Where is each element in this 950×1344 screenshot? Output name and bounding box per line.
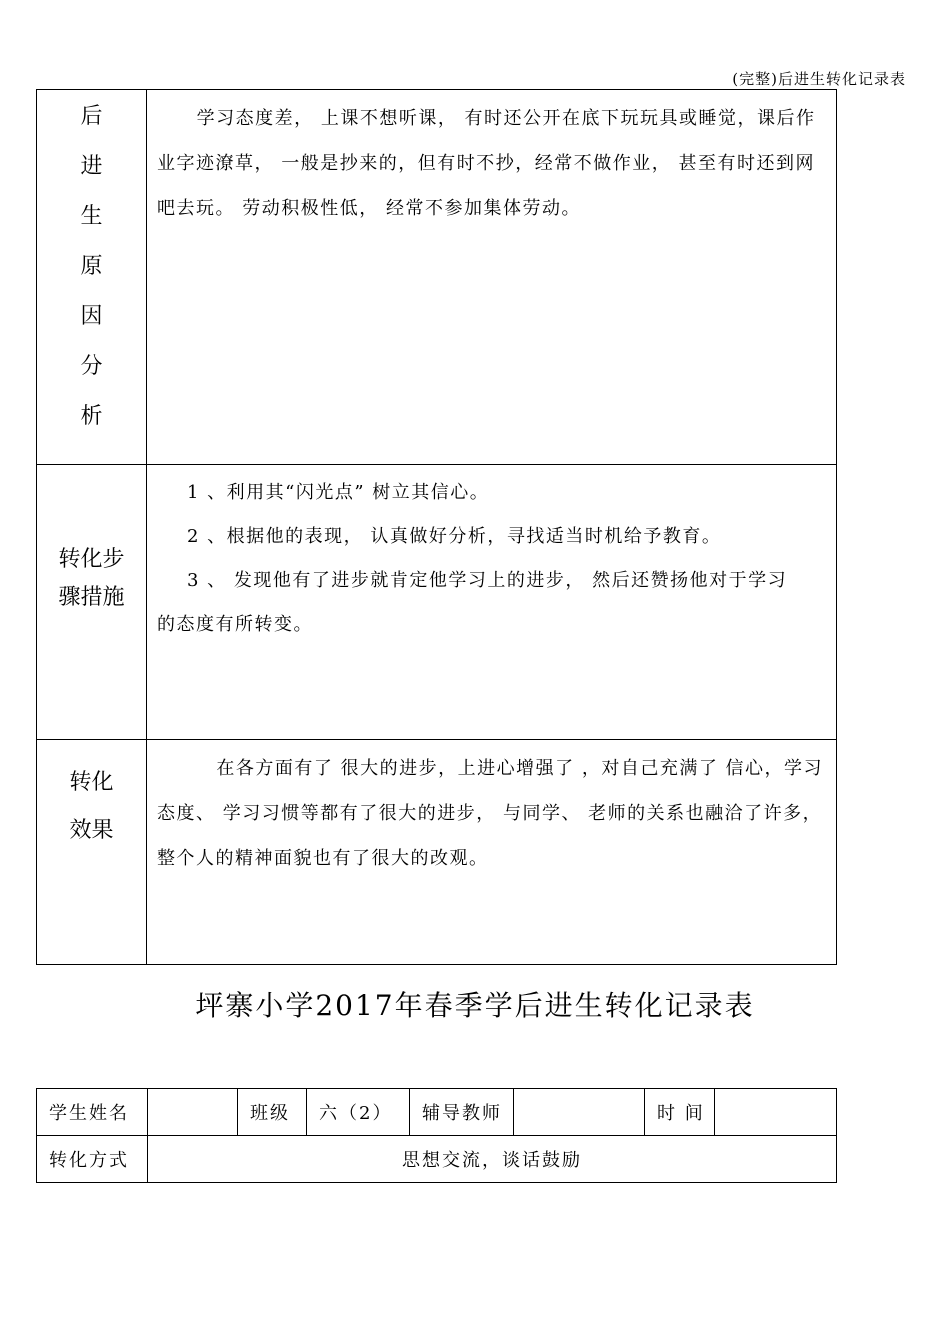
cause-label-char: 析 xyxy=(80,404,103,429)
record-table xyxy=(36,89,837,965)
steps-label-line: 骤措施 xyxy=(58,585,125,610)
effect-label-line: 转化 xyxy=(69,770,114,795)
effect-text: 在各方面有了 很大的进步，上进心增强了 ，对自己充满了 信心，学习态度、 学习习惯等都有了很大的进步， 与同学、 老师的关系也融洽了许多，整个人的精神面貌也有了很大的改观。 xyxy=(157,758,824,869)
cause-row xyxy=(37,90,837,465)
cause-label-char: 生 xyxy=(80,204,103,229)
method-label: 转化方式 xyxy=(37,1136,148,1183)
cause-content-cell xyxy=(147,90,837,465)
time-label: 时 间 xyxy=(645,1089,715,1136)
time-value xyxy=(715,1089,837,1136)
step-item: 1 、利用其“闪光点” 树立其信心。 xyxy=(187,482,490,503)
student-name-label: 学生姓名 xyxy=(37,1089,148,1136)
cause-label-char: 进 xyxy=(80,154,103,179)
cause-text: 学习态度差， 上课不想听课， 有时还公开在底下玩玩具或睡觉，课后作业字迹潦草， 一般是抄来的，但有时不抄，经常不做作业， 甚至有时还到网吧去玩。 劳动积极性低， 经常不参加集体劳动。 xyxy=(157,108,816,219)
method-row xyxy=(37,1136,837,1183)
steps-label-cell xyxy=(37,465,147,740)
effect-label-line: 效果 xyxy=(69,818,114,843)
header-note: (完整)后进生转化记录表 xyxy=(732,70,906,88)
info-table xyxy=(36,1088,837,1183)
cause-label-char: 因 xyxy=(80,304,103,329)
cause-label-char: 后 xyxy=(80,104,103,129)
step-item: 2 、根据他的表现， 认真做好分析，寻找适当时机给予教育。 xyxy=(187,526,722,547)
class-value: 六（2） xyxy=(307,1089,410,1136)
cause-label-char: 分 xyxy=(80,354,103,379)
step-item: 的态度有所转变。 xyxy=(157,614,313,635)
method-value: 思想交流，谈话鼓励 xyxy=(148,1136,837,1183)
effect-label-cell xyxy=(37,740,147,965)
page-title: 坪寨小学2017年春季学后进生转化记录表 xyxy=(195,989,755,1022)
cause-label xyxy=(37,90,146,442)
tutor-label: 辅导教师 xyxy=(410,1089,514,1136)
effect-row xyxy=(37,740,837,965)
info-row xyxy=(37,1089,837,1136)
cause-label-char: 原 xyxy=(80,254,103,279)
steps-content-cell xyxy=(147,465,837,740)
step-item: 3 、 发现他有了进步就肯定他学习上的进步， 然后还赞扬他对于学习 xyxy=(187,570,788,591)
class-label: 班级 xyxy=(238,1089,307,1136)
steps-row xyxy=(37,465,837,740)
effect-label xyxy=(37,759,146,855)
tutor-value xyxy=(514,1089,645,1136)
effect-content-cell xyxy=(147,740,837,965)
steps-label xyxy=(37,541,146,617)
cause-label-cell xyxy=(37,90,147,465)
steps-label-line: 转化步 xyxy=(58,547,125,572)
student-name-value xyxy=(148,1089,238,1136)
